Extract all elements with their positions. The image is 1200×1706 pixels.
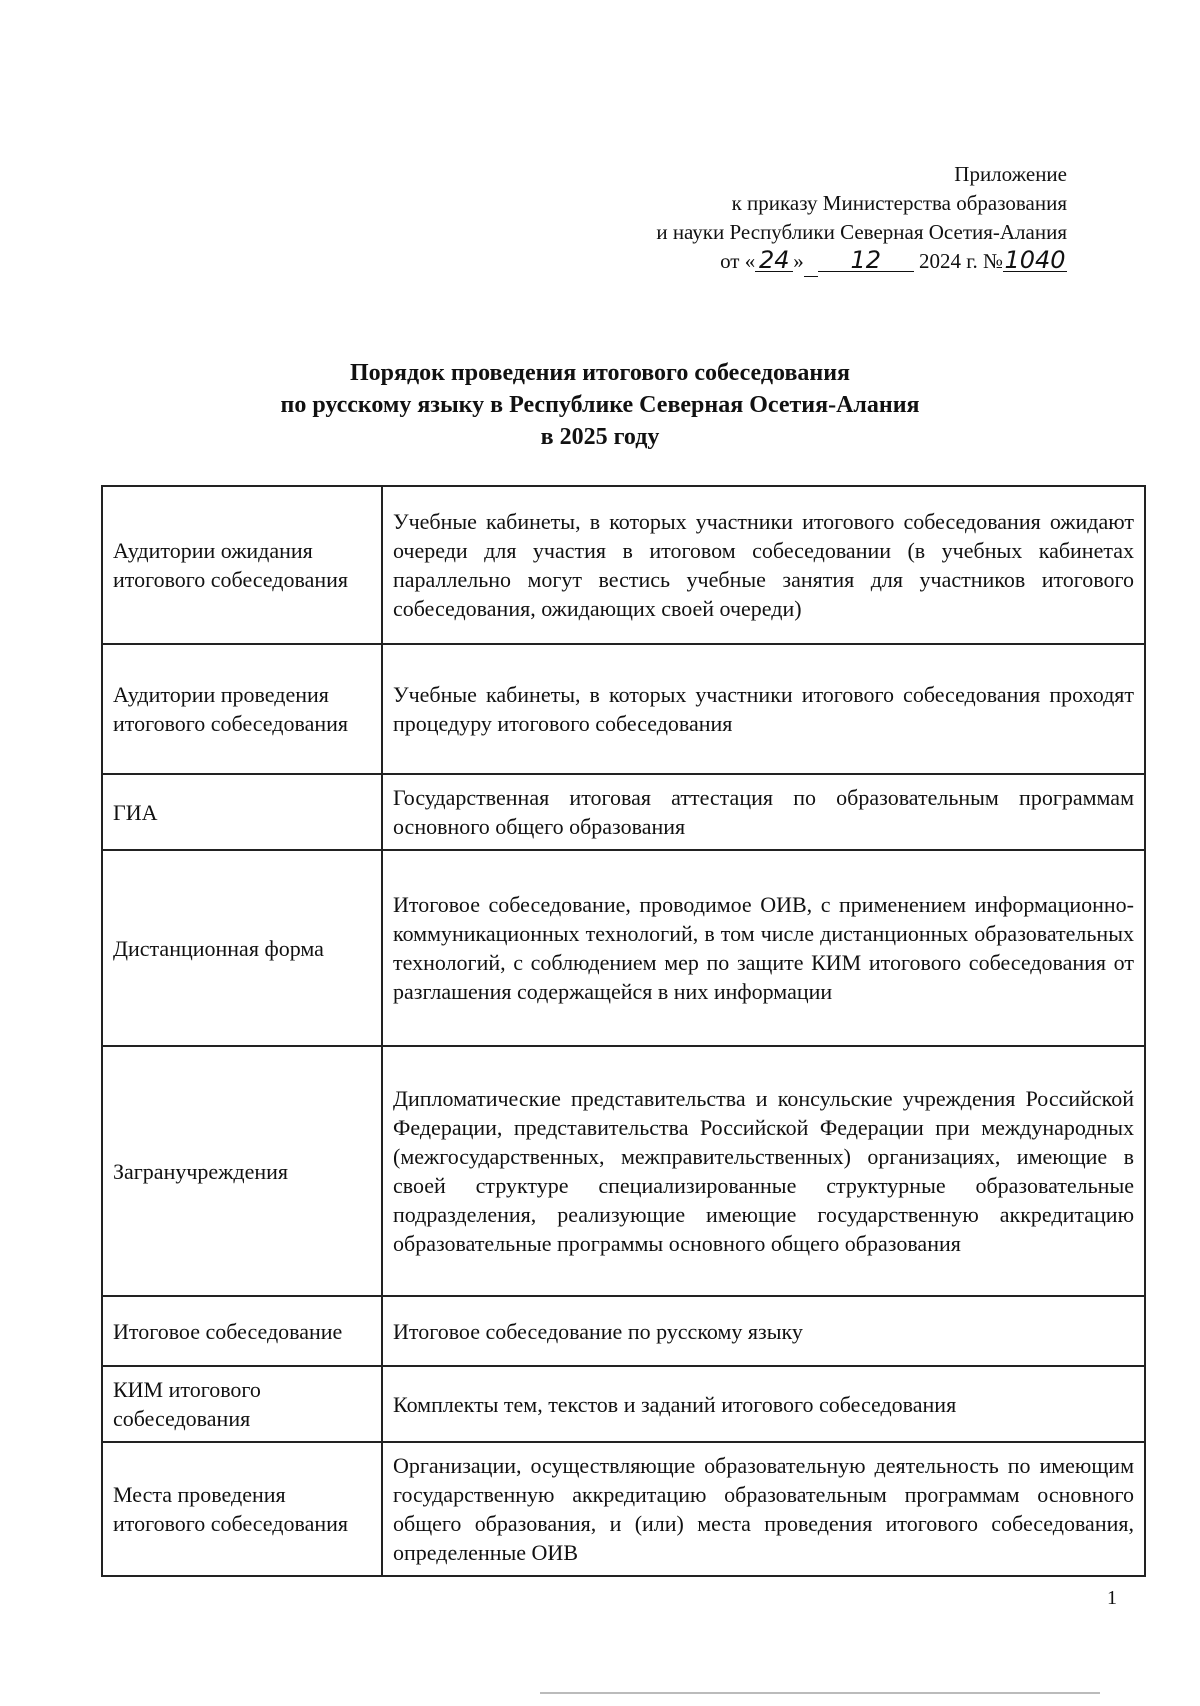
definition-row (102, 1046, 1145, 1296)
approval-order-line: к приказу Министерства образования (731, 191, 1067, 215)
page-number: 1 (1107, 1587, 1117, 1609)
definition-text: Учебные кабинеты, в которых участники итогового собеседования ожидают очереди для участия в итоговом собеседовании (в учебных кабинетах параллельно могут вестись учебные занятия для участников итогового собеседования, ожидающих своей очереди) (382, 486, 1145, 644)
approval-date-line (656, 247, 1067, 277)
definition-text: Комплекты тем, текстов и заданий итогового собеседования (382, 1366, 1145, 1442)
definition-term: Аудитории проведения итогового собеседования (102, 644, 382, 774)
definition-term: Дистанционная форма (102, 850, 382, 1046)
date-blank (804, 247, 818, 277)
definition-term: Загранучреждения (102, 1046, 382, 1296)
approval-ministry-line: и науки Республики Северная Осетия-Алания (656, 220, 1067, 244)
title-line-2: по русскому языку в Республике Северная Осетия-Алания (280, 392, 920, 418)
date-year-number: 2024 г. № (918, 249, 1003, 273)
handwritten-order-number: 1040 (1004, 246, 1066, 274)
definition-term: Итоговое собеседование (102, 1296, 382, 1366)
definition-text: Государственная итоговая аттестация по образовательным программам основного общего образования (382, 774, 1145, 850)
definition-text: Учебные кабинеты, в которых участники итогового собеседования проходят процедуру итогового собеседования (382, 644, 1145, 774)
handwritten-day: 24 (755, 249, 793, 272)
definition-row (102, 644, 1145, 774)
definition-row (102, 850, 1145, 1046)
date-mid: » (793, 249, 804, 273)
definition-text: Итоговое собеседование по русскому языку (382, 1296, 1145, 1366)
definition-row (102, 1442, 1145, 1576)
definition-text: Организации, осуществляющие образовательную деятельность по имеющим государственную аккредитацию образовательным программам основного общего образования, и (или) места проведения итогового собеседования, определенные ОИВ (382, 1442, 1145, 1576)
handwritten-month: 12 (818, 249, 914, 272)
definition-text: Итоговое собеседование, проводимое ОИВ, с применением информационно- коммуникационных технологий, в том числе дистанционных образовательных технологий, с соблюдением мер по защите КИМ итогового собеседования от разглашения содержащейся в них информации (382, 850, 1145, 1046)
title-line-1: Порядок проведения итогового собеседования (349, 360, 851, 386)
definition-row (102, 486, 1145, 644)
definition-row (102, 774, 1145, 850)
definition-row (102, 1366, 1145, 1442)
definitions-table (101, 485, 1146, 1577)
definition-row (102, 1296, 1145, 1366)
definition-term: КИМ итогового собеседования (102, 1366, 382, 1442)
footer-rule (540, 1692, 1100, 1694)
document-title (100, 357, 1100, 453)
definition-term: Аудитории ожидания итогового собеседования (102, 486, 382, 644)
approval-block (656, 160, 1067, 277)
date-prefix: от « (720, 249, 756, 273)
definition-term: Места проведения итогового собеседования (102, 1442, 382, 1576)
title-line-3: в 2025 году (540, 424, 660, 450)
definition-text: Дипломатические представительства и консульские учреждения Российской Федерации, представительства Российской Федерации при международных (межгосударственных, межправительственных) организациях, имеющие в своей структуре специализированные структурные образовательные подразделения, реализующие имеющие государственную аккредитацию образовательные программы основного общего образования (382, 1046, 1145, 1296)
approval-heading: Приложение (954, 162, 1067, 186)
definition-term: ГИА (102, 774, 382, 850)
